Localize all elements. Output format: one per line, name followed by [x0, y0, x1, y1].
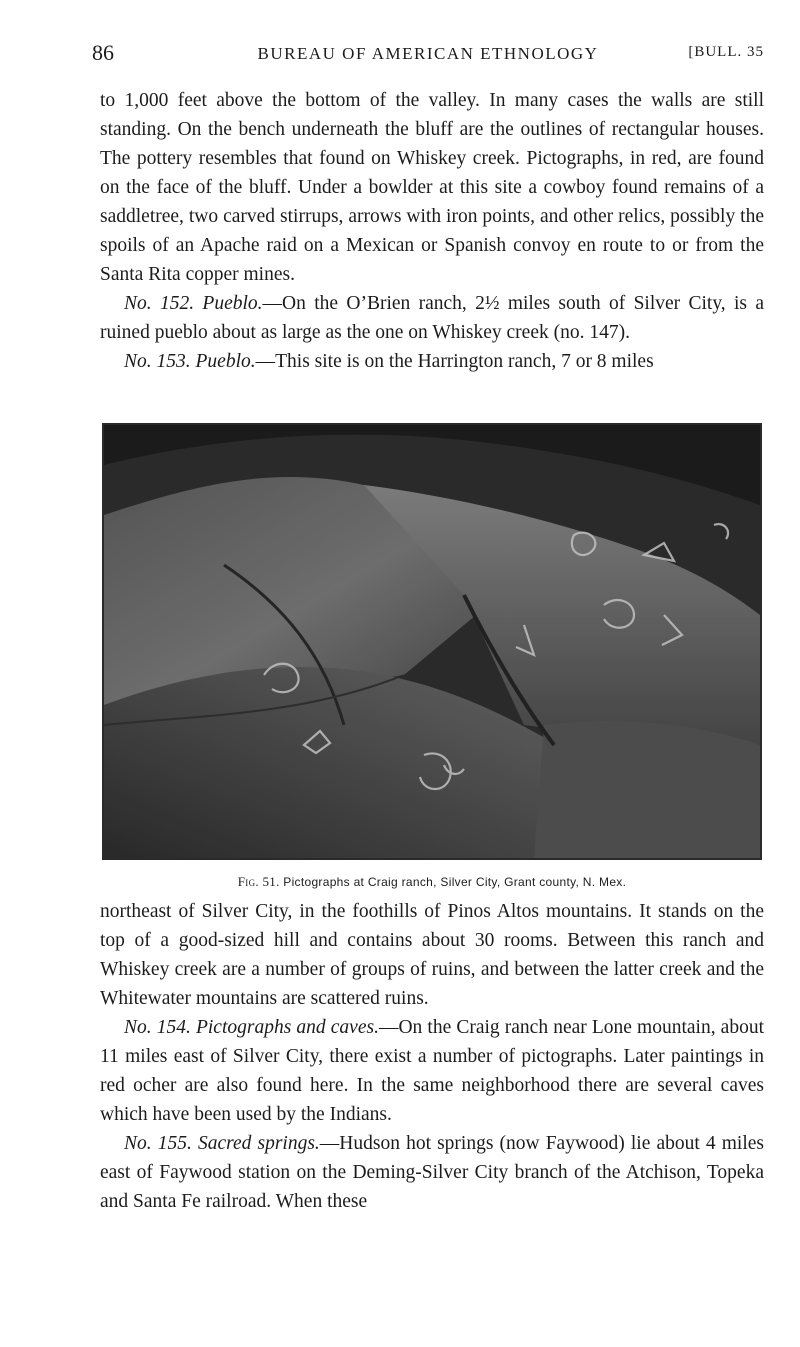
entry-heading: No. 154. Pictographs and caves.: [124, 1017, 379, 1038]
paragraph: [100, 347, 764, 376]
running-header: [92, 40, 764, 72]
bulletin-number: [BULL. 35: [688, 44, 764, 60]
paragraph: [100, 1013, 764, 1129]
entry-text: —Hudson hot springs (now Faywood) lie about 4 miles east of Faywood station on the Deming-Silver City branch of the Atchison, Topeka and Santa Fe railroad. When these: [100, 1133, 764, 1212]
entry-heading: No. 152. Pueblo.: [124, 293, 263, 314]
page-number: 86: [92, 40, 114, 65]
entry-text: —On the O’Brien ranch, 2½ miles south of Silver City, is a ruined pueblo about as large as the one on Whiskey creek (no. 147).: [100, 293, 765, 343]
entry-text: —On the Craig ranch near Lone mountain, about 11 miles east of Silver City, there exist a number of pictographs. Later paintings in red ocher are also found here. In the same neighborhood there are several caves which have been used by the Indians.: [100, 1017, 765, 1125]
body-text-top: [100, 86, 764, 376]
figure-label: Fig. 51.: [237, 874, 280, 889]
entry-heading: No. 153. Pueblo.: [124, 351, 256, 372]
entry-text: —This site is on the Harrington ranch, 7 or 8 miles: [255, 351, 654, 372]
running-title: BUREAU OF AMERICAN ETHNOLOGY: [257, 44, 599, 63]
figure-caption: [100, 874, 764, 890]
entry-heading: No. 155. Sacred springs.: [124, 1133, 320, 1154]
pictograph-photograph: [102, 423, 762, 860]
paragraph: northeast of Silver City, in the foothills of Pinos Altos mountains. It stands on the top of a good-sized hill and contains about 30 rooms. Between this ranch and Whiskey creek are a number of groups of ruins, and between the latter creek and the Whitewater mountains are scattered ruins.: [100, 901, 764, 1009]
paragraph: to 1,000 feet above the bottom of the valley. In many cases the walls are still standing. On the bench underneath the bluff are the outlines of rectangular houses. The pottery resembles that found on Whiskey creek. Pictographs, in red, are found on the face of the bluff. Under a bowlder at this site a cowboy found remains of a saddletree, two carved stirrups, arrows with iron points, and other relics, possibly the spoils of an Apache raid on a Mexican or Spanish convoy en route to or from the Santa Rita copper mines.: [100, 90, 764, 285]
figure-caption-text: Pictographs at Craig ranch, Silver City, Grant county, N. Mex.: [283, 875, 627, 889]
body-text-bottom: [100, 897, 764, 1216]
paragraph: [100, 1129, 764, 1216]
paragraph: [100, 289, 764, 347]
rock-photo-illustration: [104, 425, 760, 858]
